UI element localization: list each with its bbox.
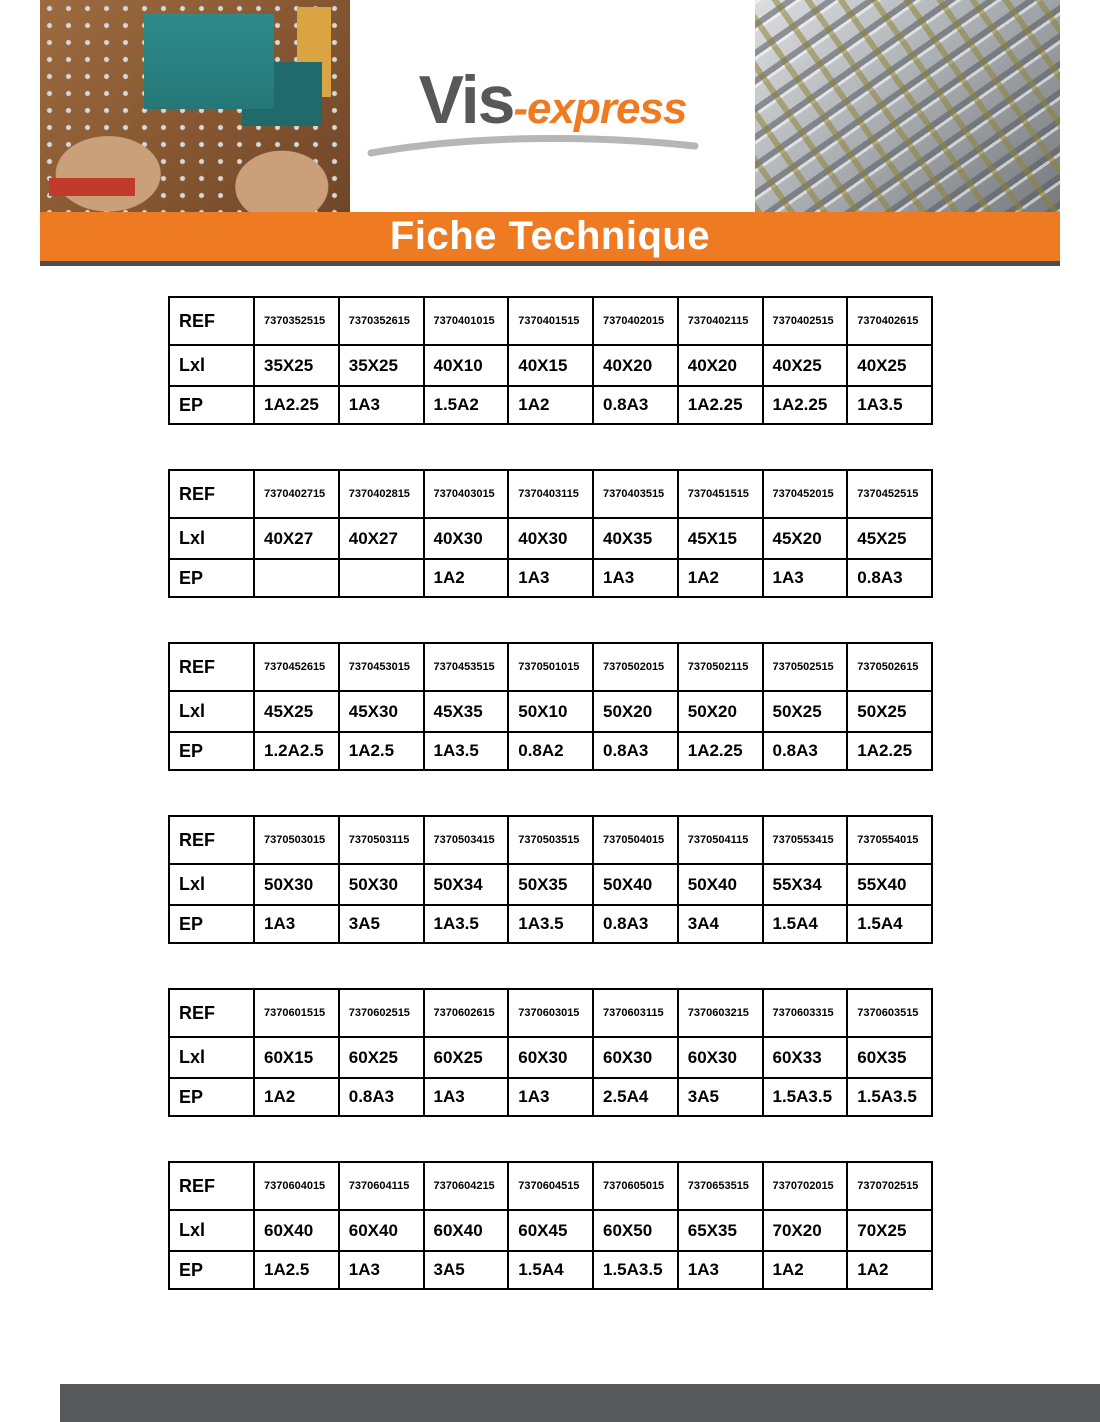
lxl-value-4: 60X45 bbox=[508, 1210, 593, 1251]
ep-value-2: 1A3 bbox=[339, 386, 424, 424]
lxl-value-1: 35X25 bbox=[254, 345, 339, 386]
row-label-ref: REF bbox=[169, 1162, 254, 1210]
lxl-value-4: 40X15 bbox=[508, 345, 593, 386]
ref-value-2: 7370503115 bbox=[339, 816, 424, 864]
ref-value-4: 7370604515 bbox=[508, 1162, 593, 1210]
ref-value-5: 7370502015 bbox=[593, 643, 678, 691]
ep-value-5: 0.8A3 bbox=[593, 386, 678, 424]
ref-value-8: 7370452515 bbox=[847, 470, 932, 518]
ref-value-3: 7370602615 bbox=[424, 989, 509, 1037]
ref-value-2: 7370602515 bbox=[339, 989, 424, 1037]
ep-value-3: 1A3.5 bbox=[424, 732, 509, 770]
lxl-value-4: 40X30 bbox=[508, 518, 593, 559]
ref-value-1: 7370452615 bbox=[254, 643, 339, 691]
workbench-photo bbox=[40, 0, 350, 212]
logo-swoosh-icon bbox=[363, 133, 703, 159]
ref-value-1: 7370503015 bbox=[254, 816, 339, 864]
row-label-ref: REF bbox=[169, 643, 254, 691]
ep-value-6: 1A2 bbox=[678, 559, 763, 597]
ref-value-8: 7370702515 bbox=[847, 1162, 932, 1210]
lxl-value-2: 45X30 bbox=[339, 691, 424, 732]
lxl-value-3: 60X40 bbox=[424, 1210, 509, 1251]
table-3-row-ref bbox=[169, 643, 932, 691]
ep-value-4: 1A3 bbox=[508, 559, 593, 597]
lxl-value-7: 55X34 bbox=[763, 864, 848, 905]
ref-value-6: 7370402115 bbox=[678, 297, 763, 345]
ep-value-3: 1.5A2 bbox=[424, 386, 509, 424]
lxl-value-8: 60X35 bbox=[847, 1037, 932, 1078]
lxl-value-1: 50X30 bbox=[254, 864, 339, 905]
lxl-value-1: 45X25 bbox=[254, 691, 339, 732]
row-label-lxl: Lxl bbox=[169, 864, 254, 905]
spec-table-4 bbox=[168, 815, 933, 944]
spec-table-6 bbox=[168, 1161, 933, 1290]
ep-value-1: 1A2.25 bbox=[254, 386, 339, 424]
lxl-value-6: 40X20 bbox=[678, 345, 763, 386]
ep-value-6: 3A4 bbox=[678, 905, 763, 943]
ep-value-7: 1A3 bbox=[763, 559, 848, 597]
table-3-row-lxl bbox=[169, 691, 932, 732]
ref-value-1: 7370601515 bbox=[254, 989, 339, 1037]
lxl-value-8: 45X25 bbox=[847, 518, 932, 559]
lxl-value-8: 55X40 bbox=[847, 864, 932, 905]
ep-value-4: 1.5A4 bbox=[508, 1251, 593, 1289]
lxl-value-2: 50X30 bbox=[339, 864, 424, 905]
table-2-row-lxl bbox=[169, 518, 932, 559]
ep-value-8: 1A3.5 bbox=[847, 386, 932, 424]
ref-value-4: 7370501015 bbox=[508, 643, 593, 691]
ep-value-6: 1A3 bbox=[678, 1251, 763, 1289]
lxl-value-3: 45X35 bbox=[424, 691, 509, 732]
ep-value-8: 1A2.25 bbox=[847, 732, 932, 770]
ref-value-7: 7370452015 bbox=[763, 470, 848, 518]
ref-value-6: 7370653515 bbox=[678, 1162, 763, 1210]
row-label-ref: REF bbox=[169, 989, 254, 1037]
row-label-ref: REF bbox=[169, 816, 254, 864]
ref-value-8: 7370554015 bbox=[847, 816, 932, 864]
ep-value-1: 1A2 bbox=[254, 1078, 339, 1116]
title-banner bbox=[40, 212, 1060, 266]
ref-value-1: 7370352515 bbox=[254, 297, 339, 345]
spec-table-1 bbox=[168, 296, 933, 425]
ref-value-1: 7370402715 bbox=[254, 470, 339, 518]
row-label-ep: EP bbox=[169, 905, 254, 943]
row-label-lxl: Lxl bbox=[169, 1037, 254, 1078]
table-5-row-ep bbox=[169, 1078, 932, 1116]
lxl-value-1: 40X27 bbox=[254, 518, 339, 559]
ep-value-7: 1.5A3.5 bbox=[763, 1078, 848, 1116]
lxl-value-3: 60X25 bbox=[424, 1037, 509, 1078]
lxl-value-8: 70X25 bbox=[847, 1210, 932, 1251]
row-label-lxl: Lxl bbox=[169, 1210, 254, 1251]
row-label-ep: EP bbox=[169, 732, 254, 770]
table-6-row-lxl bbox=[169, 1210, 932, 1251]
ref-value-5: 7370504015 bbox=[593, 816, 678, 864]
table-3-row-ep bbox=[169, 732, 932, 770]
table-2-row-ref bbox=[169, 470, 932, 518]
lxl-value-6: 45X15 bbox=[678, 518, 763, 559]
ep-value-5: 1.5A3.5 bbox=[593, 1251, 678, 1289]
footer-bar bbox=[60, 1384, 1100, 1422]
lxl-value-7: 50X25 bbox=[763, 691, 848, 732]
ep-value-7: 1A2 bbox=[763, 1251, 848, 1289]
ep-value-6: 3A5 bbox=[678, 1078, 763, 1116]
logo-text bbox=[419, 61, 687, 139]
ref-value-5: 7370403515 bbox=[593, 470, 678, 518]
ref-value-3: 7370401015 bbox=[424, 297, 509, 345]
spec-table-3 bbox=[168, 642, 933, 771]
ref-value-2: 7370352615 bbox=[339, 297, 424, 345]
row-label-lxl: Lxl bbox=[169, 691, 254, 732]
ep-value-4: 1A3 bbox=[508, 1078, 593, 1116]
lxl-value-3: 40X30 bbox=[424, 518, 509, 559]
ref-value-7: 7370702015 bbox=[763, 1162, 848, 1210]
lxl-value-2: 40X27 bbox=[339, 518, 424, 559]
ref-value-8: 7370402615 bbox=[847, 297, 932, 345]
lxl-value-8: 50X25 bbox=[847, 691, 932, 732]
ep-value-2: 3A5 bbox=[339, 905, 424, 943]
ref-value-4: 7370503515 bbox=[508, 816, 593, 864]
ep-value-7: 0.8A3 bbox=[763, 732, 848, 770]
ref-value-3: 7370604215 bbox=[424, 1162, 509, 1210]
lxl-value-6: 50X20 bbox=[678, 691, 763, 732]
row-label-lxl: Lxl bbox=[169, 518, 254, 559]
ep-value-7: 1A2.25 bbox=[763, 386, 848, 424]
lxl-value-3: 40X10 bbox=[424, 345, 509, 386]
ref-value-8: 7370502615 bbox=[847, 643, 932, 691]
lxl-value-6: 60X30 bbox=[678, 1037, 763, 1078]
lxl-value-5: 60X30 bbox=[593, 1037, 678, 1078]
spec-table-5 bbox=[168, 988, 933, 1117]
ep-value-3: 1A2 bbox=[424, 559, 509, 597]
lxl-value-1: 60X40 bbox=[254, 1210, 339, 1251]
lxl-value-8: 40X25 bbox=[847, 345, 932, 386]
ep-value-1: 1A2.5 bbox=[254, 1251, 339, 1289]
ref-value-6: 7370451515 bbox=[678, 470, 763, 518]
ep-value-5: 1A3 bbox=[593, 559, 678, 597]
ep-value-4: 1A2 bbox=[508, 386, 593, 424]
spec-table-2 bbox=[168, 469, 933, 598]
ref-value-3: 7370503415 bbox=[424, 816, 509, 864]
ep-value-8: 0.8A3 bbox=[847, 559, 932, 597]
row-label-ref: REF bbox=[169, 470, 254, 518]
header bbox=[40, 0, 1060, 212]
ep-value-1: 1A3 bbox=[254, 905, 339, 943]
ref-value-4: 7370403115 bbox=[508, 470, 593, 518]
ep-value-6: 1A2.25 bbox=[678, 732, 763, 770]
ref-value-7: 7370553415 bbox=[763, 816, 848, 864]
lxl-value-7: 70X20 bbox=[763, 1210, 848, 1251]
ep-value-4: 1A3.5 bbox=[508, 905, 593, 943]
ref-value-5: 7370402015 bbox=[593, 297, 678, 345]
ep-value-6: 1A2.25 bbox=[678, 386, 763, 424]
lxl-value-3: 50X34 bbox=[424, 864, 509, 905]
ep-value-3: 1A3.5 bbox=[424, 905, 509, 943]
ref-value-6: 7370504115 bbox=[678, 816, 763, 864]
lxl-value-5: 50X40 bbox=[593, 864, 678, 905]
lxl-value-5: 40X20 bbox=[593, 345, 678, 386]
lxl-value-7: 60X33 bbox=[763, 1037, 848, 1078]
table-4-row-ep bbox=[169, 905, 932, 943]
ref-value-3: 7370453515 bbox=[424, 643, 509, 691]
row-label-ep: EP bbox=[169, 1078, 254, 1116]
ref-value-7: 7370402515 bbox=[763, 297, 848, 345]
ref-value-5: 7370603115 bbox=[593, 989, 678, 1037]
ep-value-7: 1.5A4 bbox=[763, 905, 848, 943]
ref-value-4: 7370603015 bbox=[508, 989, 593, 1037]
ep-value-8: 1A2 bbox=[847, 1251, 932, 1289]
table-6-row-ref bbox=[169, 1162, 932, 1210]
table-5-row-lxl bbox=[169, 1037, 932, 1078]
ep-value-3: 1A3 bbox=[424, 1078, 509, 1116]
lxl-value-4: 60X30 bbox=[508, 1037, 593, 1078]
tables-area bbox=[0, 266, 1100, 1290]
ref-value-8: 7370603515 bbox=[847, 989, 932, 1037]
row-label-ep: EP bbox=[169, 1251, 254, 1289]
ep-value-3: 3A5 bbox=[424, 1251, 509, 1289]
lxl-value-5: 60X50 bbox=[593, 1210, 678, 1251]
ep-value-5: 0.8A3 bbox=[593, 732, 678, 770]
logo-express-text: -express bbox=[513, 84, 687, 133]
table-5-row-ref bbox=[169, 989, 932, 1037]
lxl-value-2: 60X25 bbox=[339, 1037, 424, 1078]
table-1-row-ep bbox=[169, 386, 932, 424]
table-1-row-ref bbox=[169, 297, 932, 345]
lxl-value-1: 60X15 bbox=[254, 1037, 339, 1078]
lxl-value-4: 50X35 bbox=[508, 864, 593, 905]
ref-value-6: 7370603215 bbox=[678, 989, 763, 1037]
lxl-value-2: 35X25 bbox=[339, 345, 424, 386]
screws-photo bbox=[755, 0, 1060, 212]
ref-value-2: 7370604115 bbox=[339, 1162, 424, 1210]
ref-value-7: 7370603315 bbox=[763, 989, 848, 1037]
table-1-row-lxl bbox=[169, 345, 932, 386]
logo bbox=[350, 0, 755, 212]
ep-value-8: 1.5A4 bbox=[847, 905, 932, 943]
table-4-row-lxl bbox=[169, 864, 932, 905]
ref-value-4: 7370401515 bbox=[508, 297, 593, 345]
lxl-value-7: 40X25 bbox=[763, 345, 848, 386]
ref-value-6: 7370502115 bbox=[678, 643, 763, 691]
row-label-ref: REF bbox=[169, 297, 254, 345]
ep-value-2 bbox=[339, 559, 424, 597]
table-2-row-ep bbox=[169, 559, 932, 597]
table-4-row-ref bbox=[169, 816, 932, 864]
ref-value-2: 7370402815 bbox=[339, 470, 424, 518]
lxl-value-5: 40X35 bbox=[593, 518, 678, 559]
ref-value-2: 7370453015 bbox=[339, 643, 424, 691]
row-label-ep: EP bbox=[169, 386, 254, 424]
ep-value-2: 1A3 bbox=[339, 1251, 424, 1289]
ep-value-4: 0.8A2 bbox=[508, 732, 593, 770]
ep-value-1: 1.2A2.5 bbox=[254, 732, 339, 770]
lxl-value-2: 60X40 bbox=[339, 1210, 424, 1251]
ref-value-3: 7370403015 bbox=[424, 470, 509, 518]
ref-value-5: 7370605015 bbox=[593, 1162, 678, 1210]
lxl-value-7: 45X20 bbox=[763, 518, 848, 559]
lxl-value-6: 50X40 bbox=[678, 864, 763, 905]
ep-value-1 bbox=[254, 559, 339, 597]
ep-value-8: 1.5A3.5 bbox=[847, 1078, 932, 1116]
ep-value-2: 1A2.5 bbox=[339, 732, 424, 770]
lxl-value-5: 50X20 bbox=[593, 691, 678, 732]
ep-value-5: 2.5A4 bbox=[593, 1078, 678, 1116]
row-label-lxl: Lxl bbox=[169, 345, 254, 386]
ep-value-5: 0.8A3 bbox=[593, 905, 678, 943]
logo-vis-text: Vis bbox=[418, 62, 514, 138]
lxl-value-4: 50X10 bbox=[508, 691, 593, 732]
ref-value-7: 7370502515 bbox=[763, 643, 848, 691]
table-6-row-ep bbox=[169, 1251, 932, 1289]
lxl-value-6: 65X35 bbox=[678, 1210, 763, 1251]
row-label-ep: EP bbox=[169, 559, 254, 597]
ref-value-1: 7370604015 bbox=[254, 1162, 339, 1210]
page-title: Fiche Technique bbox=[389, 214, 711, 258]
ep-value-2: 0.8A3 bbox=[339, 1078, 424, 1116]
